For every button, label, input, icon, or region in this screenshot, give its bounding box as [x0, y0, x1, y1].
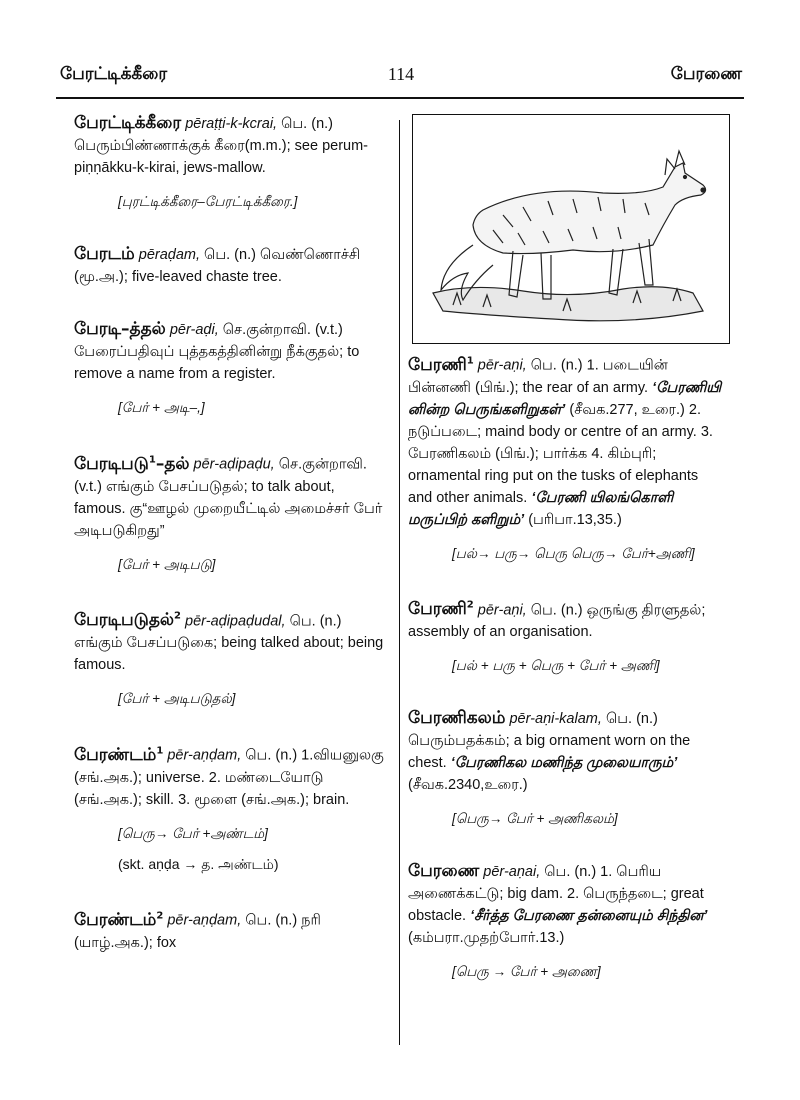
transliteration: pēr-aṇi,: [477, 602, 527, 619]
headword: பேரட்டிக்கீரை: [74, 113, 182, 133]
headword: பேரணி$^2$: [408, 599, 474, 620]
entry: [74, 318, 388, 419]
definition: (சீவக.277, உரை.) 2. நடுப்படை; maind body or centre of an army. 3. பேரணிகலம் (பிங்.); பார்க்க 4. கிம்புரி; ornamental ring put on the tusks of elephants and other animals.: [408, 401, 713, 506]
headword: பேரடிபடு$^1$–தல்: [74, 453, 190, 474]
homonym-number: 1: [466, 355, 474, 366]
column-divider: [399, 120, 400, 1045]
headword: பேரணிகலம்: [408, 708, 506, 729]
entry: [408, 707, 726, 830]
transliteration: pēr-aṇi,: [477, 357, 527, 374]
citation-source: (சீவக.2340,உரை.): [408, 777, 528, 794]
definition: செ.குன்றாவி. (v.t.) எங்கும் பேசப்படுதல்; to talk about, famous. கு“ஊழல் முறையீட்டில் அமைச்சர் பேர் அடிபடுகிறது”: [74, 456, 383, 539]
etymology: [பெரு → பேர் + அணை]: [452, 964, 601, 980]
definition: பெ. (n.) 1. பெரிய அணைக்கட்டு; big dam. 2. பெருந்தடை; great obstacle.: [408, 864, 704, 925]
left-column: [74, 112, 388, 984]
header-rule: [56, 97, 744, 99]
homonym-number: 2: [174, 610, 182, 622]
etymology-note: (skt. aṇḍa → த. அண்டம்): [118, 855, 279, 872]
citation: ‘சீர்த்த பேரணை தன்னையும் சிந்தின’: [470, 908, 708, 925]
transliteration: pēraṭṭi-k-kcrai,: [185, 116, 278, 132]
headword: பேரடிபடுதல்$^2$: [74, 610, 182, 631]
entry: [74, 243, 388, 288]
transliteration: pēr-aḍipaḍudal,: [185, 613, 286, 630]
page-number: 114: [387, 64, 415, 84]
definition: பெ. (n.) நரி (யாழ்.அக.); fox: [74, 912, 321, 951]
headword: பேரண்டம்$^2$: [74, 909, 164, 930]
headword: பேரடம்: [74, 244, 135, 264]
etymology: [பெரு→ பேர் + அணிகலம்]: [452, 811, 618, 827]
transliteration: pēr-aṇḍam,: [167, 912, 242, 929]
etymology: [பல்→ பரு→ பெரு பெரு→ பேர்+அணி]: [452, 545, 695, 561]
headword: பேரணை: [408, 861, 480, 882]
definition: பெ. (n.) பெரும்பதக்கம்; a big ornament worn on the chest.: [408, 711, 691, 772]
etymology: [பல் + பரு + பெரு + பேர் + அணி]: [452, 658, 660, 674]
citation-source: (கம்பரா.முதற்போர்.13.): [408, 930, 565, 947]
etymology: [பேர் + அடி–,]: [118, 400, 205, 415]
entry: [74, 905, 388, 954]
definition: பெ. (n.) பெரும்பிண்ணாக்குக் கீரை(m.m.); see perum-piṇṇākku-k-kirai, jews-mallow.: [74, 116, 369, 176]
right-column: [408, 350, 726, 1013]
transliteration: pēr-aḍipaḍu,: [193, 456, 275, 473]
etymology: [பெரு→ பேர் +அண்டம்]: [118, 825, 268, 841]
definition: பெ. (n.) 1.வியனுலகு (சங்.அக.); universe. 2. மண்டையோடு (சங்.அக.); skill. 3. மூளை (சங்.அக.); brain.: [74, 747, 384, 808]
definition: பெ. (n.) 1. படையின் பின்னணி (பிங்.); the rear of an army.: [408, 357, 668, 396]
entry: [408, 350, 726, 565]
headword: பேரடி–த்தல்: [74, 319, 166, 339]
transliteration: pēr-aṇai,: [483, 864, 541, 881]
definition: செ.குன்றாவி. (v.t.) பேரைப்பதிவுப் புத்தகத்தினின்று நீக்குதல்; to remove a name from a register.: [74, 322, 360, 382]
header-guide-word-right: பேரணை: [670, 64, 742, 84]
homonym-number: 1: [156, 745, 164, 757]
entry: [408, 595, 726, 678]
definition: பெ. (n.) வெண்ணொச்சி (மூ.அ.); five-leaved chaste tree.: [74, 247, 361, 285]
fox-drawing: [413, 115, 729, 343]
transliteration: pēr-aṇi-kalam,: [509, 711, 602, 728]
page-header: [60, 62, 742, 94]
citation: ‘பேரணியி னின்ற பெருங்களிறுகள்’: [408, 379, 722, 418]
citation: ‘பேரணிகல மணிந்த முலையாரும்’: [450, 755, 678, 772]
header-guide-word-left: பேரட்டிக்கீரை: [60, 64, 168, 84]
definition: பெ. (n.) ஒருங்கு திரளுதல்; assembly of an organisation.: [408, 602, 706, 641]
homonym-number: 2: [466, 599, 474, 611]
transliteration: pēr-aṇḍam,: [167, 747, 242, 764]
transliteration: pēraḍam,: [138, 247, 201, 263]
headword: பேரண்டம்$^1$: [74, 744, 164, 765]
fox-illustration: [412, 114, 730, 344]
entry: [74, 112, 388, 213]
entry: [74, 606, 388, 711]
etymology: [புரட்டிக்கீரை–பேரட்டிக்கீரை.]: [118, 194, 298, 209]
entry: [74, 449, 388, 576]
definition: பெ. (n.) எங்கும் பேசப்படுகை; being talked about; being famous.: [74, 613, 384, 674]
headword: பேரணி$^1$: [408, 354, 474, 375]
homonym-number: 2: [156, 909, 164, 921]
etymology: [பேர் + அடிபடுதல்]: [118, 691, 236, 707]
citation-source: (பரிபா.13,35.): [528, 511, 622, 528]
entry: [408, 860, 726, 983]
homonym-number: 1: [148, 454, 156, 465]
transliteration: pēr-aḍi,: [169, 322, 219, 338]
etymology: [பேர் + அடிபடு]: [118, 556, 216, 572]
citation: ‘பேரணி யிலங்கொளி மருப்பிற் களிறும்’: [408, 489, 674, 528]
entry: [74, 740, 388, 875]
